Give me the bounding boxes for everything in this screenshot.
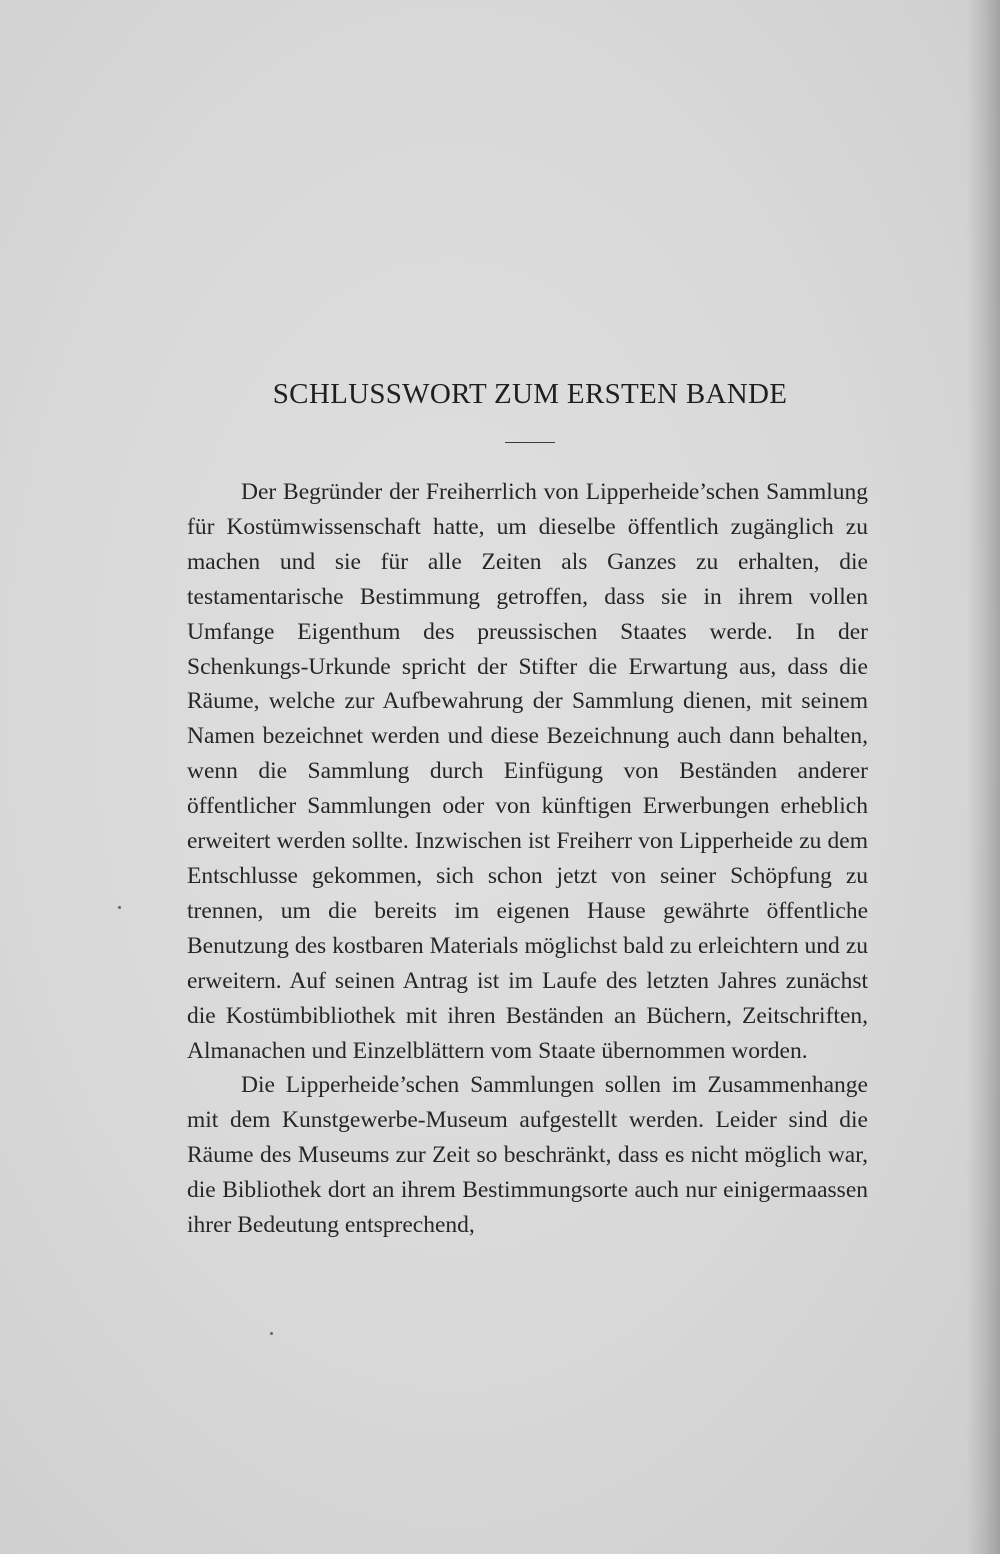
paragraph-1: Der Begründer der Freiherrlich von Lipperheide’schen Sammlung für Kostümwissenschaft hatte, um dieselbe öffentlich zugänglich zu machen und sie für alle Zeiten als Ganzes zu erhalten, die testamentarische Bestimmung getroffen, dass sie in ihrem vollen Umfange Eigenthum des preussischen Staates werde. In der Schenkungs-Urkunde spricht der Stifter die Erwartung aus, dass die Räume, welche zur Aufbewahrung der Sammlung dienen, mit seinem Namen bezeichnet werden und diese Bezeichnung auch dann behalten, wenn die Sammlung durch Einfügung von Beständen anderer öffentlicher Sammlungen oder von künftigen Erwerbungen erheblich erweitert werden sollte. Inzwischen ist Freiherr von Lipperheide zu dem Entschlusse gekommen, sich schon jetzt von seiner Schöpfung zu trennen, um die bereits im eigenen Hause gewährte öffentliche Benutzung des kostbaren Materials möglichst bald zu erleichtern und zu erweitern. Auf seinen Antrag ist im Laufe des letzten Jahres zunächst die Kostümbibliothek mit ihren Beständen an Büchern, Zeitschriften, Almanachen und Einzelblättern vom Staate übernommen worden.	[187, 479, 868, 1064]
paragraph-2: Die Lipperheide’schen Sammlungen sollen im Zusammenhange mit dem Kunstgewerbe-Museum aufgestellt werden. Leider sind die Räume des Museums zur Zeit so beschränkt, dass es nicht möglich war, die Bibliothek dort an ihrem Bestimmungsorte auch nur einigermaassen ihrer Bedeutung entsprechend,	[187, 1072, 868, 1239]
title-divider	[505, 442, 555, 443]
print-speck	[270, 1332, 273, 1335]
print-speck	[118, 906, 121, 909]
body-text	[187, 475, 868, 1243]
chapter-title: SCHLUSSWORT ZUM ERSTEN BANDE	[272, 378, 788, 410]
page-edge-shadow	[966, 0, 1000, 1554]
